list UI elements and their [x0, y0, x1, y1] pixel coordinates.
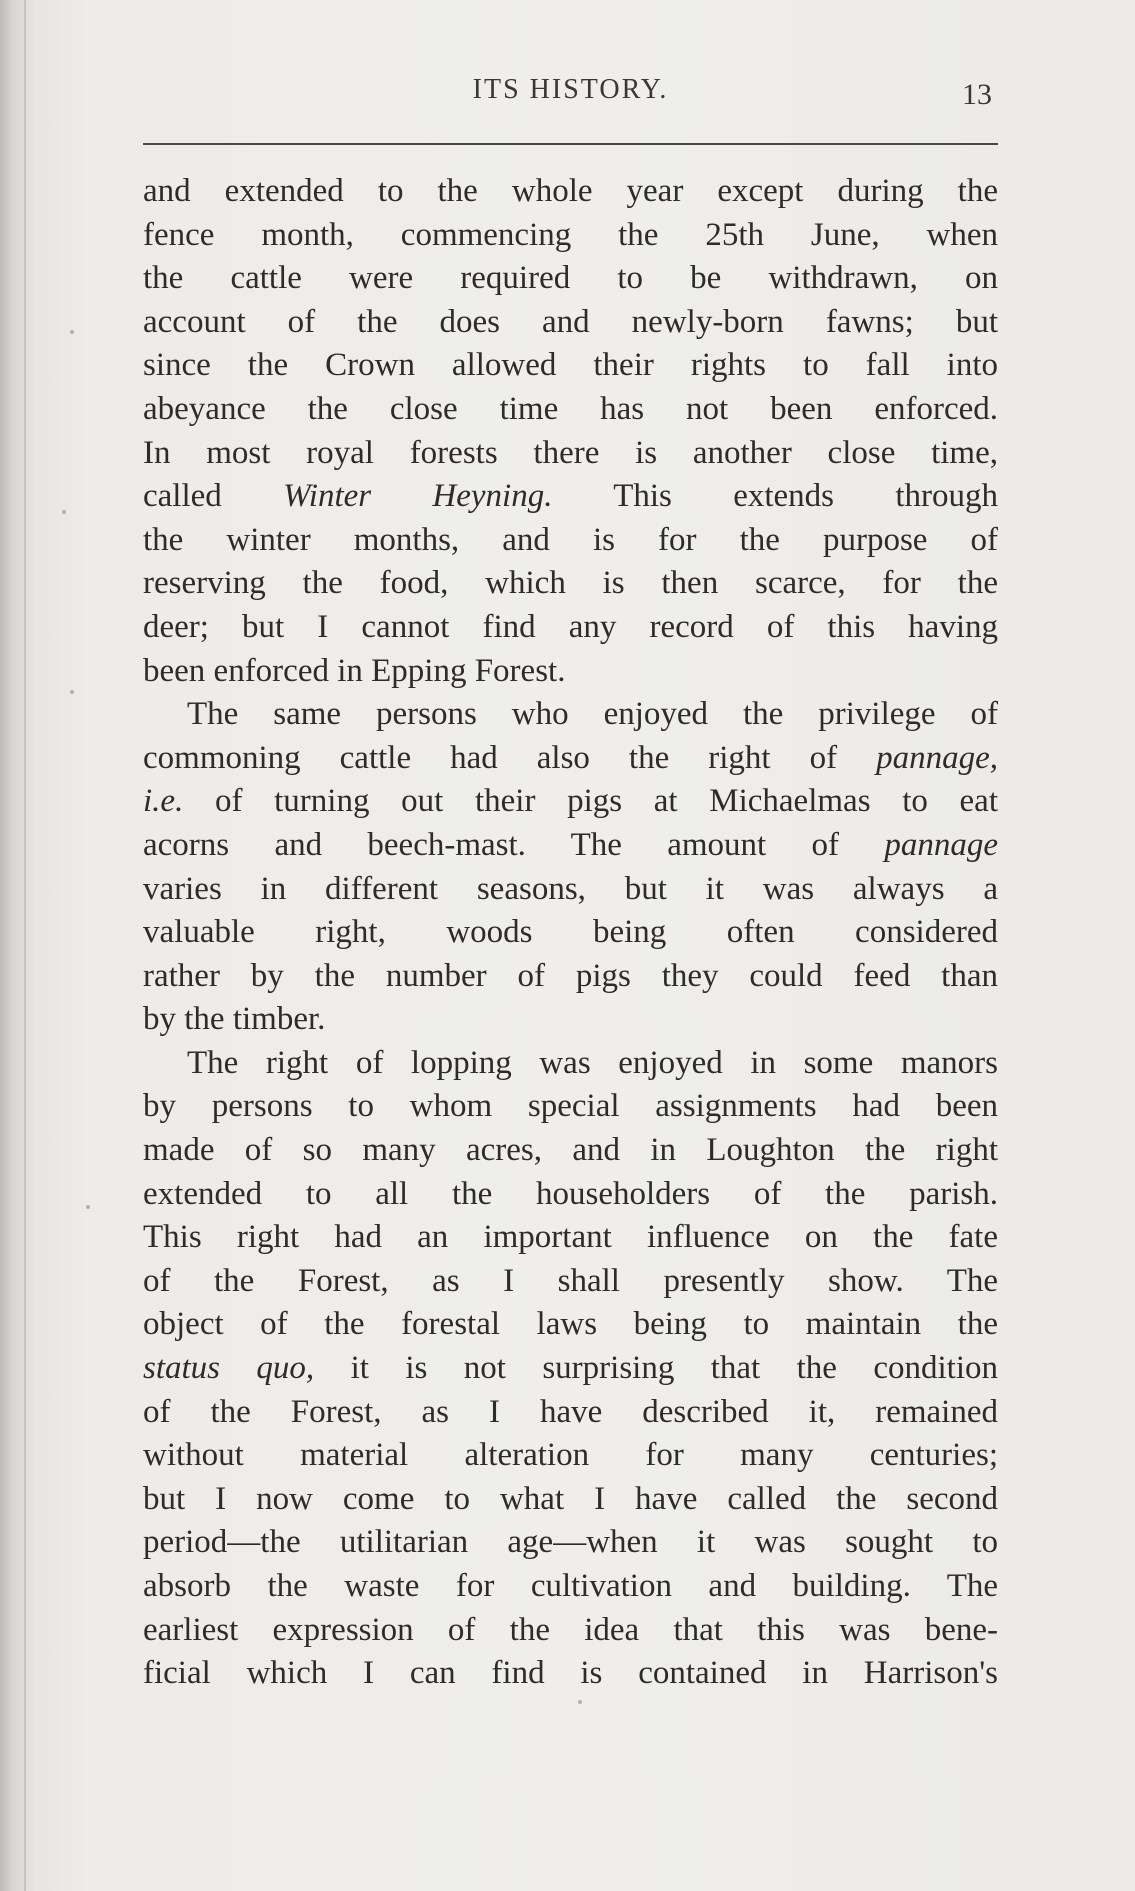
text-line: made of so many acres, and in Loughton the right: [143, 1132, 998, 1169]
text-span: of turning out their pigs at Michaelmas to eat: [183, 783, 998, 820]
text-line: of the Forest, as I shall presently show. The: [143, 1262, 998, 1299]
text-line: varies in different seasons, but it was always a: [143, 870, 998, 907]
paper-speck: [62, 510, 66, 514]
italic-term: pannage,: [876, 739, 998, 776]
text-line: [143, 737, 998, 781]
text-line: In most royal forests there is another close time,: [143, 434, 998, 471]
text-span: commoning cattle had also the right of: [143, 739, 877, 776]
paper-speck: [86, 1205, 90, 1209]
paper-speck: [70, 330, 74, 334]
page-number: 13: [962, 78, 992, 111]
text-line: but I now come to what I have called the second: [143, 1480, 998, 1517]
text-span: it is not surprising that the condition: [314, 1350, 998, 1387]
paper-speck: [70, 690, 74, 694]
text-line: reserving the food, which is then scarce, for the: [143, 565, 998, 602]
paper-speck: [578, 1700, 582, 1704]
text-line: [143, 780, 998, 824]
text-line: ficial which I can find is contained in Harrison's: [143, 1655, 998, 1692]
italic-term: status quo,: [143, 1350, 315, 1387]
italic-term: Winter Heyning.: [283, 478, 553, 515]
italic-term: i.e.: [143, 783, 184, 820]
text-line: account of the does and newly-born fawns; but: [143, 303, 998, 340]
text-line: since the Crown allowed their rights to fall into: [143, 347, 998, 384]
text-line: by persons to whom special assignments had been: [143, 1088, 998, 1125]
body-text: [143, 170, 998, 1696]
text-line: period—the utilitarian age—when it was sought to: [143, 1524, 998, 1561]
text-line: The same persons who enjoyed the privilege of: [187, 696, 998, 733]
text-line: deer; but I cannot find any record of this having: [143, 608, 998, 645]
text-line: by the timber.: [143, 1001, 326, 1038]
text-line: [143, 1347, 998, 1391]
text-line: the winter months, and is for the purpose of: [143, 521, 998, 558]
text-line: earliest expression of the idea that this was bene-: [143, 1611, 998, 1648]
text-line: valuable right, woods being often considered: [143, 914, 998, 951]
text-line: rather by the number of pigs they could feed than: [143, 957, 998, 994]
text-line: [143, 824, 998, 868]
gutter-shadow-line: [24, 0, 26, 1891]
text-line: absorb the waste for cultivation and building. The: [143, 1568, 998, 1604]
text-line: fence month, commencing the 25th June, when: [143, 216, 998, 253]
page-header: [143, 74, 998, 114]
text-span: acorns and beech-mast. The amount of: [143, 826, 885, 863]
text-line: been enforced in Epping Forest.: [143, 652, 566, 689]
text-line: [143, 475, 998, 519]
italic-term: pannage: [884, 826, 998, 863]
text-line: and extended to the whole year except during the: [143, 173, 998, 209]
text-line: object of the forestal laws being to maintain the: [143, 1306, 998, 1343]
text-line: of the Forest, as I have described it, remained: [143, 1393, 998, 1430]
page-gutter: [0, 0, 38, 1891]
text-line: The right of lopping was enjoyed in some manors: [187, 1044, 998, 1081]
text-span: called: [143, 478, 284, 515]
text-span: This extends through: [552, 478, 998, 515]
text-line: extended to all the householders of the parish.: [143, 1175, 998, 1212]
text-line: without material alteration for many centuries;: [143, 1437, 998, 1474]
header-rule: [143, 143, 998, 145]
running-title: ITS HISTORY.: [472, 74, 669, 105]
text-line: the cattle were required to be withdrawn, on: [143, 260, 998, 297]
text-line: This right had an important influence on the fate: [143, 1219, 998, 1256]
text-line: abeyance the close time has not been enforced.: [143, 390, 998, 427]
